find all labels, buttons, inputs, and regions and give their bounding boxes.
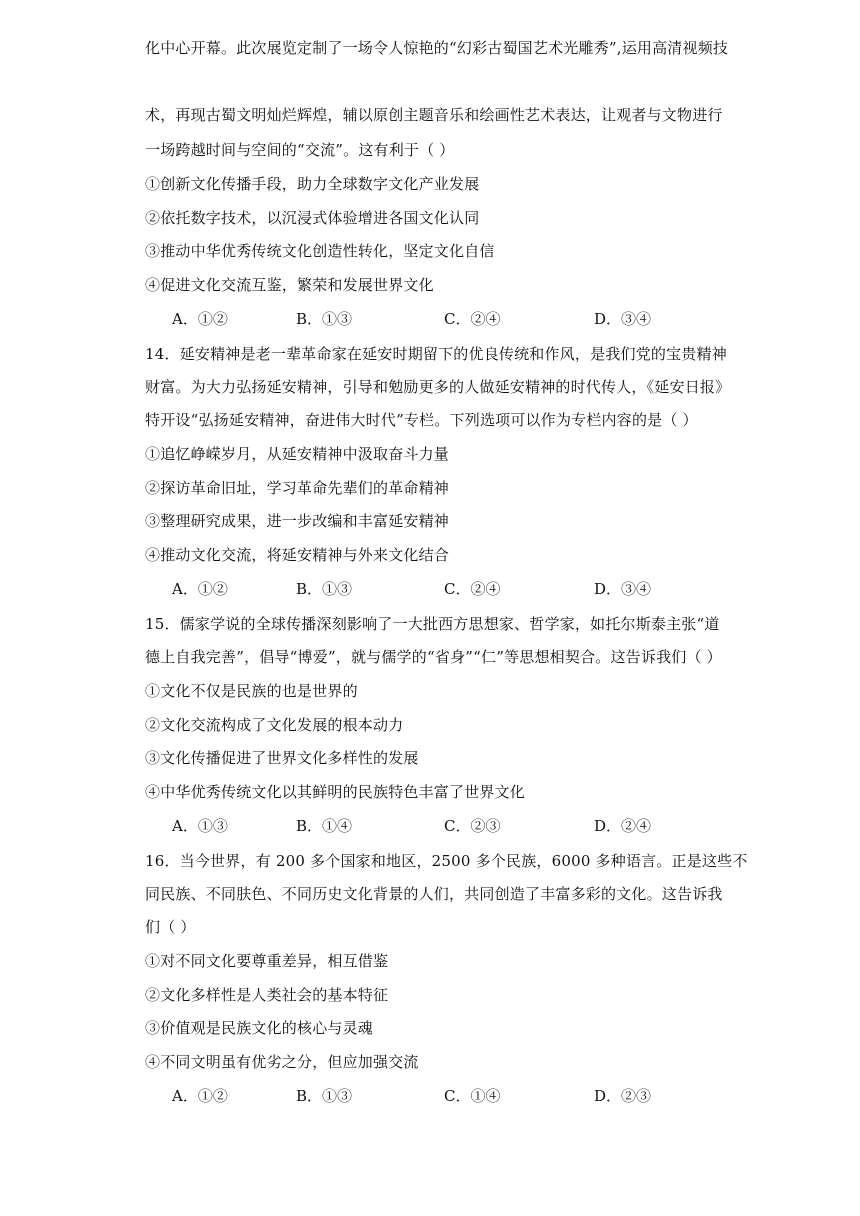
q15-statement-2: ②文化交流构成了文化发展的根本动力 (145, 716, 404, 734)
q16-option-b[interactable]: B．①③ (296, 1087, 353, 1105)
q16-statement-3: ③价值观是民族文化的核心与灵魂 (145, 1019, 374, 1037)
q14-option-c[interactable]: C．②④ (444, 580, 501, 598)
q15-option-a[interactable]: A．①③ (172, 817, 228, 835)
q16-statement-2: ②文化多样性是人类社会的基本特征 (145, 986, 389, 1004)
q14-statement-1: ①追忆峥嵘岁月，从延安精神中汲取奋斗力量 (145, 445, 450, 463)
q15-statement-3: ③文化传播促进了世界文化多样性的发展 (145, 749, 419, 767)
q13-statement-3: ③推动中华优秀传统文化创造性转化，坚定文化自信 (145, 242, 495, 260)
q13-line-2: 术，再现古蜀文明灿烂辉煌，辅以原创主题音乐和绘画性艺术表达，让观者与文物进行 (145, 106, 723, 124)
q13-line-1: 化中心开幕。此次展览定制了一场令人惊艳的“幻彩古蜀国艺术光雕秀”,运用高清视频技 (145, 39, 729, 57)
q13-option-b[interactable]: B．①③ (296, 310, 353, 328)
q14-line-3: 特开设“弘扬延安精神，奋进伟大时代”专栏。下列选项可以作为专栏内容的是（ ） (145, 411, 698, 429)
q14-line-1: 14．延安精神是老一辈革命家在延安时期留下的优良传统和作风，是我们党的宝贵精神 (145, 345, 727, 363)
q15-option-b[interactable]: B．①④ (296, 817, 353, 835)
q14-option-a[interactable]: A．①② (172, 580, 228, 598)
q16-line-1: 16．当今世界，有 200 多个国家和地区，2500 多个民族，6000 多种语言。正是这些不 (145, 852, 748, 870)
q15-options (172, 816, 732, 836)
q16-options (172, 1086, 732, 1106)
q13-option-a[interactable]: A．①② (172, 310, 228, 328)
q15-line-1: 15．儒家学说的全球传播深刻影响了一大批西方思想家、哲学家，如托尔斯泰主张“道 (145, 615, 720, 633)
q14-option-d[interactable]: D．③④ (594, 580, 652, 598)
q16-line-2: 同民族、不同肤色、不同历史文化背景的人们，共同创造了丰富多彩的文化。这告诉我 (145, 885, 723, 903)
q14-options (172, 579, 732, 599)
q15-statement-4: ④中华优秀传统文化以其鲜明的民族特色丰富了世界文化 (145, 783, 526, 801)
q15-option-c[interactable]: C．②③ (444, 817, 501, 835)
q13-option-d[interactable]: D．③④ (594, 310, 652, 328)
q14-option-b[interactable]: B．①③ (296, 580, 353, 598)
q16-option-c[interactable]: C．①④ (444, 1087, 501, 1105)
q15-statement-1: ①文化不仅是民族的也是世界的 (145, 682, 358, 700)
q16-line-3: 们（ ） (145, 918, 196, 936)
q16-statement-1: ①对不同文化要尊重差异，相互借鉴 (145, 952, 389, 970)
q13-options (172, 309, 732, 329)
q13-option-c[interactable]: C．②④ (444, 310, 501, 328)
q16-option-a[interactable]: A．①② (172, 1087, 228, 1105)
q15-line-2: 德上自我完善”，倡导“博爱”，就与儒学的“省身”“仁”等思想相契合。这告诉我们（ ） (145, 648, 722, 666)
q14-statement-2: ②探访革命旧址，学习革命先辈们的革命精神 (145, 479, 450, 497)
q14-line-2: 财富。为大力弘扬延安精神，引导和勉励更多的人做延安精神的时代传人，《延安日报》 (145, 378, 731, 396)
q16-statement-4: ④不同文明虽有优劣之分，但应加强交流 (145, 1053, 419, 1071)
q13-statement-2: ②依托数字技术，以沉浸式体验增进各国文化认同 (145, 209, 480, 227)
q14-statement-3: ③整理研究成果，进一步改编和丰富延安精神 (145, 512, 450, 530)
q13-statement-1: ①创新文化传播手段，助力全球数字文化产业发展 (145, 175, 480, 193)
q15-option-d[interactable]: D．②④ (594, 817, 652, 835)
q14-statement-4: ④推动文化交流，将延安精神与外来文化结合 (145, 546, 450, 564)
q16-option-d[interactable]: D．②③ (594, 1087, 652, 1105)
q13-statement-4: ④促进文化交流互鉴，繁荣和发展世界文化 (145, 276, 434, 294)
q13-line-3: 一场跨越时间与空间的“交流”。这有利于（ ） (145, 141, 455, 159)
